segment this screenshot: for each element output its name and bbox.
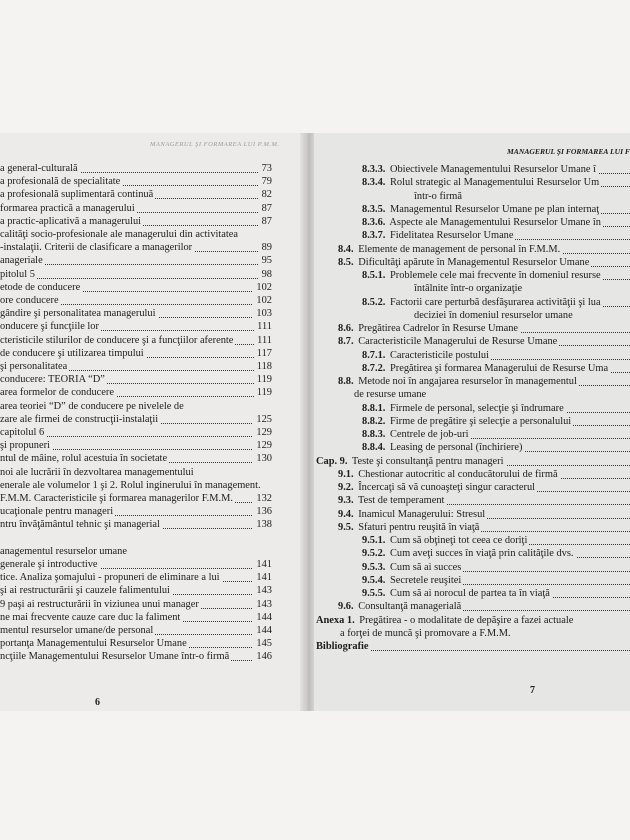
toc-entry-number: 8.4.: [338, 243, 354, 255]
toc-entry-title: Cum să ai norocul de partea ta în viaţă: [387, 588, 550, 599]
toc-entry: [0, 518, 272, 531]
toc-entry-title: formarea practică a managerului: [0, 202, 135, 214]
toc-entry: [338, 335, 630, 348]
toc-entry-title: gândire şi personalitatea managerului: [0, 308, 156, 320]
toc-entry: [338, 375, 630, 388]
toc-entry: [0, 175, 272, 188]
toc-entry: [0, 466, 272, 479]
toc-entry-page: 79: [259, 175, 272, 188]
toc-entry: [338, 600, 630, 613]
toc-entry: [0, 624, 272, 637]
toc-entry: [0, 281, 272, 294]
toc-entry: [0, 347, 272, 360]
toc-entry-number: 9.2.: [338, 482, 354, 493]
toc-entry-page: 87: [259, 215, 272, 228]
toc-entry-page: 125: [253, 413, 272, 426]
toc-entry-page: 89: [259, 241, 272, 254]
toc-entry-title: Dificultăţi apărute în Managementul Resurselor Umane: [355, 256, 590, 268]
toc-entry: [0, 650, 272, 663]
toc-entry-title: întâlnite într-o organizaţie: [414, 283, 523, 295]
toc-entry-title: şi propuneri: [0, 440, 50, 452]
toc-entry-title: Fidelitatea Resurselor Umane: [387, 230, 514, 242]
toc-entry-page: 130: [253, 452, 272, 465]
toc-entry-title: anagementul resurselor umane: [0, 545, 127, 557]
toc-entry-title: Test de temperament: [355, 495, 445, 507]
toc-entry: [362, 402, 630, 415]
toc-entry-title: Consultanţă managerială: [355, 601, 462, 613]
toc-entry: [362, 203, 630, 216]
toc-entry: [0, 492, 272, 505]
toc-entry-number: Cap. 9.: [316, 455, 348, 467]
toc-entry: [0, 228, 272, 241]
toc-entry-title: Sfaturi pentru reuşită în viaţă: [355, 521, 480, 533]
toc-entry-title: anageriale: [0, 255, 43, 267]
toc-entry-page: 118: [254, 360, 272, 373]
toc-entry: [338, 322, 630, 335]
toc-entry-page: 82: [259, 188, 272, 201]
toc-entry-number: 9.5.1.: [362, 535, 386, 546]
toc-entry: [0, 360, 272, 373]
toc-entry: [362, 534, 630, 547]
toc-entry: [338, 508, 630, 521]
toc-entry: [316, 455, 630, 468]
toc-entry: [0, 611, 272, 624]
toc-entry-page: 145: [253, 637, 272, 650]
toc-entry: [0, 320, 272, 333]
toc-entry: [362, 441, 630, 454]
toc-entry-title: deciziei în domeniul resurselor umane: [414, 309, 573, 321]
toc-entry-title: Pregătirea şi formarea Managerului de Resurse Uma: [387, 362, 609, 374]
toc-entry: [0, 294, 272, 307]
toc-entry-title: conducere: TEORIA “D”: [0, 374, 105, 386]
toc-entry-number: 9.5.2.: [362, 548, 386, 560]
toc-entry-title: Caracteristicile Managerului de Resurse Umane: [355, 336, 558, 348]
toc-entry-page: 141: [253, 571, 272, 584]
toc-entry: [316, 614, 630, 627]
toc-entry: [0, 571, 272, 584]
toc-entry-title: Firmele de personal, selecţie şi îndrumare: [387, 402, 564, 414]
toc-entry-title: Secretele reuşitei: [387, 574, 462, 586]
toc-entry: [0, 426, 272, 439]
toc-entry: [0, 373, 272, 386]
toc-entry-title: area teoriei “D” de conducere pe nivelele de: [0, 400, 184, 412]
toc-entry-title: area formelor de conducere: [0, 387, 114, 399]
toc-entry-title: ntru învăţământul tehnic şi managerial: [0, 519, 160, 531]
toc-entry-title: ore conducere: [0, 295, 59, 306]
toc-entry-title: noi ale lucrării în dezvoltarea managementului: [0, 466, 194, 478]
toc-entry: [0, 386, 272, 399]
toc-entry-page: 98: [259, 268, 272, 281]
toc-entry-number: 8.7.: [338, 336, 354, 348]
toc-entry-title: a practic-aplicativă a managerului: [0, 215, 142, 227]
toc-entry-title: zare ale firmei de construcţii-instalaţii: [0, 413, 159, 425]
toc-entry-title: Cum să obţineţi tot ceea ce doriţi: [387, 535, 528, 546]
toc-entry-number: 8.8.4.: [362, 442, 386, 454]
toc-entry: [362, 561, 630, 574]
toc-entry-title: onducere şi funcţiile lor: [0, 321, 99, 333]
toc-entry-title: Factorii care perturbă desfăşurarea activităţii şi lua: [387, 296, 601, 308]
toc-entry-title: a profesională suplimentară continuă: [0, 189, 154, 201]
toc-entry: [414, 309, 630, 322]
toc-entry-title: şi personalitatea: [0, 361, 68, 372]
toc-entry: [338, 256, 630, 269]
toc-entry: [362, 587, 630, 600]
toc-entry-page: 73: [259, 162, 272, 175]
toc-entry-number: 8.5.1.: [362, 270, 386, 281]
toc-entry: [0, 241, 272, 254]
toc-entry-title: tice. Analiza şomajului - propuneri de eliminare a lui: [0, 572, 220, 584]
toc-entry-page: 141: [253, 558, 272, 571]
toc-entry-number: 8.3.5.: [362, 203, 386, 215]
toc-entry: [316, 640, 630, 653]
toc-entry: [340, 627, 630, 640]
right-running-head: MANAGERUL ŞI FORMAREA LUI F: [507, 147, 630, 156]
left-page-number: 6: [95, 697, 100, 708]
toc-entry: [362, 229, 630, 242]
toc-entry-title: ncţiile Managementului Resurselor Umane într-o firmă: [0, 651, 230, 663]
toc-entry-number: 8.6.: [338, 323, 354, 334]
toc-entry-title: într-o firmă: [414, 190, 462, 202]
toc-entry: [338, 243, 630, 256]
toc-entry-page: 119: [254, 386, 272, 399]
toc-entry-title: Rolul strategic al Managementului Resurselor Um: [387, 177, 600, 189]
toc-entry-page: 87: [259, 202, 272, 215]
toc-entry: [362, 415, 630, 428]
toc-entry-page: 129: [253, 439, 272, 452]
toc-entry-title: cteristicile stilurilor de conducere şi a funcţiilor aferente: [0, 334, 234, 346]
toc-entry-title: F.M.M. Caracteristicile şi formarea managerilor F.M.M.: [0, 493, 233, 504]
toc-entry: [338, 494, 630, 507]
toc-entry-number: 8.5.: [338, 256, 354, 268]
toc-entry-page: 132: [253, 492, 272, 505]
toc-entry-title: Teste şi consultanţă pentru manageri: [349, 455, 504, 467]
left-page-ghost-header: MANAGERUL ŞI FORMAREA LUI P.M.M.: [150, 141, 280, 148]
toc-entry: [0, 598, 272, 611]
toc-entry-title: Chestionar autocritic al conducătorului de firmă: [355, 468, 558, 480]
toc-entry: [362, 362, 630, 375]
toc-entry-page: 136: [253, 505, 272, 518]
toc-entry: [0, 268, 272, 281]
toc-entry-number: 8.8.2.: [362, 415, 386, 427]
toc-entry-number: 8.8.1.: [362, 402, 386, 414]
toc-entry-title: capitolul 6: [0, 427, 45, 438]
toc-entry-number: 8.5.2.: [362, 296, 386, 308]
toc-entry: [362, 296, 630, 309]
toc-entry-number: 8.8.3.: [362, 429, 386, 440]
toc-entry-number: 9.5.5.: [362, 588, 386, 599]
toc-entry-title: a forţei de muncă şi promovare a F.M.M.: [340, 627, 511, 639]
toc-entry-page: 119: [254, 373, 272, 386]
toc-entry: [0, 334, 272, 347]
toc-entry-title: Firme de pregătire şi selecţie a personalului: [387, 415, 572, 427]
toc-entry-page: 143: [253, 584, 272, 597]
toc-entry-number: 9.1.: [338, 468, 354, 480]
toc-entry-title: ntul de mâine, rolul acestuia în societate: [0, 453, 168, 465]
toc-entry-title: 9 paşi ai restructurării în viziunea unui manager: [0, 598, 199, 610]
toc-entry-page: 111: [254, 334, 272, 347]
toc-entry-number: 9.3.: [338, 495, 354, 507]
toc-entry-title: ne mai frecvente cauze care duc la faliment: [0, 611, 181, 623]
toc-entry-title: -instalaţii. Criterii de clasificare a managerilor: [0, 242, 193, 254]
toc-entry-title: enerale ale volumelor 1 şi 2. Rolul inginerului în management.: [0, 479, 261, 491]
toc-entry-number: 8.3.7.: [362, 230, 386, 242]
toc-entry-number: 9.6.: [338, 601, 354, 613]
left-page: [0, 133, 302, 711]
toc-entry-page: 102: [253, 294, 272, 307]
right-page-number: 7: [530, 685, 535, 696]
toc-entry-title: generale şi introductive: [0, 559, 98, 570]
toc-entry: [362, 547, 630, 560]
toc-entry-page: 111: [254, 320, 272, 333]
toc-entry-title: Centrele de job-uri: [387, 429, 469, 440]
toc-entry: [362, 163, 630, 176]
toc-entry-title: Elemente de management de personal în F.M.M.: [355, 243, 561, 255]
toc-entry: [0, 162, 272, 175]
toc-entry: [362, 428, 630, 441]
toc-entry: [0, 479, 272, 492]
toc-entry-page: 102: [253, 281, 272, 294]
book-spread: [0, 133, 630, 711]
toc-entry-title: Metode noi în angajarea resurselor în managementul: [355, 376, 577, 387]
toc-entry-title: calităţi socio-profesionale ale managerului din activitatea: [0, 229, 239, 240]
toc-entry-title: portanţa Managementului Resurselor Umane: [0, 638, 187, 650]
toc-entry: [338, 481, 630, 494]
toc-entry-number: 8.7.1.: [362, 349, 386, 361]
toc-entry-title: Aspecte ale Managementului Resurselor Umane în: [387, 217, 601, 228]
toc-entry-number: 8.7.2.: [362, 362, 386, 374]
toc-entry: [0, 545, 272, 558]
toc-entry: [0, 202, 272, 215]
toc-entry-title: Obiectivele Managementului Resurselor Umane î: [387, 164, 597, 175]
toc-entry: [0, 637, 272, 650]
toc-entry: [0, 505, 272, 518]
toc-entry-title: de conducere şi utilizarea timpului: [0, 347, 144, 359]
toc-entry-page: 146: [253, 650, 272, 663]
toc-entry-title: Managementul Resurselor Umane pe plan internaţ: [387, 203, 600, 215]
toc-entry-title: Cum să ai succes: [387, 561, 462, 573]
toc-entry-page: 117: [254, 347, 272, 360]
right-page: [314, 133, 630, 711]
toc-entry-title: Leasing de personal (închiriere): [387, 442, 523, 454]
toc-entry-title: mentul resurselor umane/de personal: [0, 625, 154, 636]
toc-entry: [338, 468, 630, 481]
toc-entry: [0, 452, 272, 465]
toc-entry: [0, 413, 272, 426]
toc-entry-number: 9.5.4.: [362, 574, 386, 586]
toc-entry: [414, 282, 630, 295]
toc-entry: [362, 216, 630, 229]
toc-entry-page: 144: [253, 624, 272, 637]
toc-entry: [338, 521, 630, 534]
toc-entry: [0, 558, 272, 571]
toc-entry: [362, 269, 630, 282]
toc-entry-number: Bibliografie: [316, 641, 369, 652]
toc-entry-title: Caracteristicile postului: [387, 349, 489, 361]
toc-entry-title: Problemele cele mai frecvente în domeniul resurse: [387, 270, 601, 281]
toc-entry: [0, 215, 272, 228]
toc-entry-number: 9.5.: [338, 521, 354, 533]
toc-entry-title: şi ai restructurării şi cauzele falimentului: [0, 585, 170, 597]
toc-entry-title: de resurse umane: [354, 389, 427, 401]
toc-entry: [0, 400, 272, 413]
toc-entry: [0, 307, 272, 320]
toc-entry-page: 103: [253, 307, 272, 320]
toc-entry: [0, 584, 272, 597]
toc-entry: [362, 574, 630, 587]
toc-entry: [0, 254, 272, 267]
toc-entry-number: Anexa 1.: [316, 614, 355, 626]
toc-entry: [414, 190, 630, 203]
toc-entry-title: Pregătirea Cadrelor în Resurse Umane: [355, 323, 519, 334]
toc-entry-title: ucaţionale pentru manageri: [0, 506, 114, 518]
toc-entry: [362, 176, 630, 189]
toc-entry-page: 129: [253, 426, 272, 439]
toc-entry-page: 95: [259, 254, 272, 267]
toc-entry-page: 138: [253, 518, 272, 531]
toc-entry-title: a profesională de specialitate: [0, 176, 121, 188]
toc-entry-title: Încercaţi să vă cunoaşteţi singur caracterul: [355, 482, 536, 493]
toc-entry-number: 9.5.3.: [362, 561, 386, 573]
toc-entry: [0, 188, 272, 201]
toc-entry-number: 9.4.: [338, 508, 354, 520]
toc-entry-title: Pregătirea - o modalitate de depăşire a fazei actuale: [356, 614, 574, 626]
toc-entry-page: 143: [253, 598, 272, 611]
toc-entry-number: 8.3.6.: [362, 217, 386, 228]
toc-leader-dots: [0, 278, 272, 279]
toc-entry: [362, 349, 630, 362]
toc-entry-title: pitolul 5: [0, 268, 35, 280]
toc-entry-title: Cum aveţi succes în viaţă prin calităţile dvs.: [387, 548, 574, 560]
toc-entry: [354, 388, 630, 401]
toc-entry-page: 144: [253, 611, 272, 624]
toc-entry-title: a general-culturală: [0, 163, 78, 174]
toc-entry-title: etode de conducere: [0, 281, 81, 293]
toc-entry-number: 8.3.4.: [362, 177, 386, 189]
toc-entry-title: Inamicul Managerului: Stresul: [355, 508, 486, 520]
toc-entry-number: 8.3.3.: [362, 164, 386, 175]
toc-entry: [0, 439, 272, 452]
toc-entry-number: 8.8.: [338, 376, 354, 387]
